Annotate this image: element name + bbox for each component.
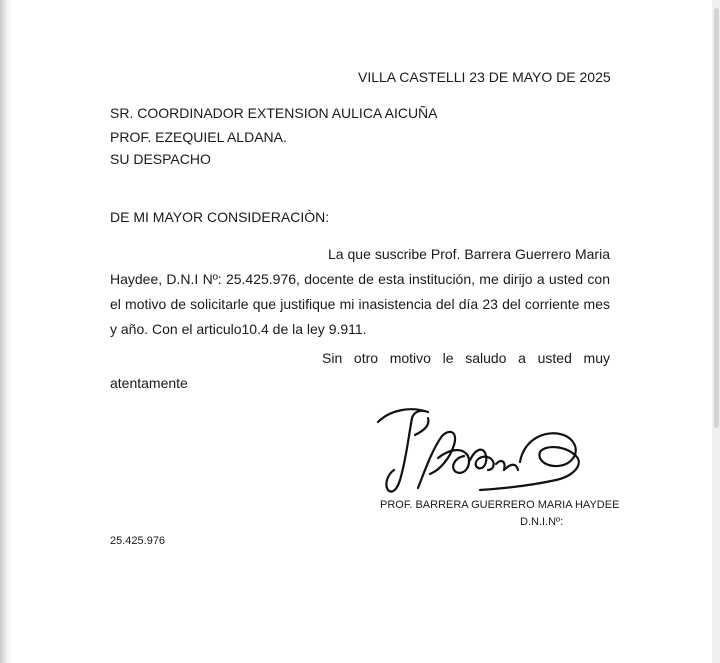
dni-number: 25.425.976 [110, 535, 166, 547]
scrollbar-thumb[interactable] [714, 8, 719, 428]
letter-body-text: La que suscribe Prof. Barrera Guerrero Maria Haydee, D.N.I Nº: 25.425.976, docente de esta institución, me dirijo a usted con el motivo de solicitarle que justifique mi inasistencia del día 23 del corriente mes y año. Con el articulo10.4 de la ley 9.911. [110, 246, 610, 337]
recipient-line-3: SU DESPACHO [110, 151, 211, 167]
signature-dni-label: D.N.I.Nº: [520, 516, 564, 528]
letter-greeting: DE MI MAYOR CONSIDERACIÒN: [110, 209, 330, 225]
letter-closing-paragraph [110, 346, 610, 396]
letter-closing-text: Sin otro motivo le saludo a usted muy atentamente [110, 350, 610, 391]
vertical-scrollbar[interactable] [712, 0, 720, 663]
letter-date: VILLA CASTELLI 23 DE MAYO DE 2025 [358, 69, 611, 85]
recipient-line-2: PROF. EZEQUIEL ALDANA. [110, 129, 287, 145]
letter-body-paragraph [110, 242, 610, 342]
signature-name: PROF. BARRERA GUERRERO MARIA HAYDEE [380, 499, 620, 511]
handwritten-signature [370, 400, 600, 500]
recipient-line-1: SR. COORDINADOR EXTENSION AULICA AICUÑA [110, 105, 438, 121]
page-edge-shadow [0, 0, 12, 663]
